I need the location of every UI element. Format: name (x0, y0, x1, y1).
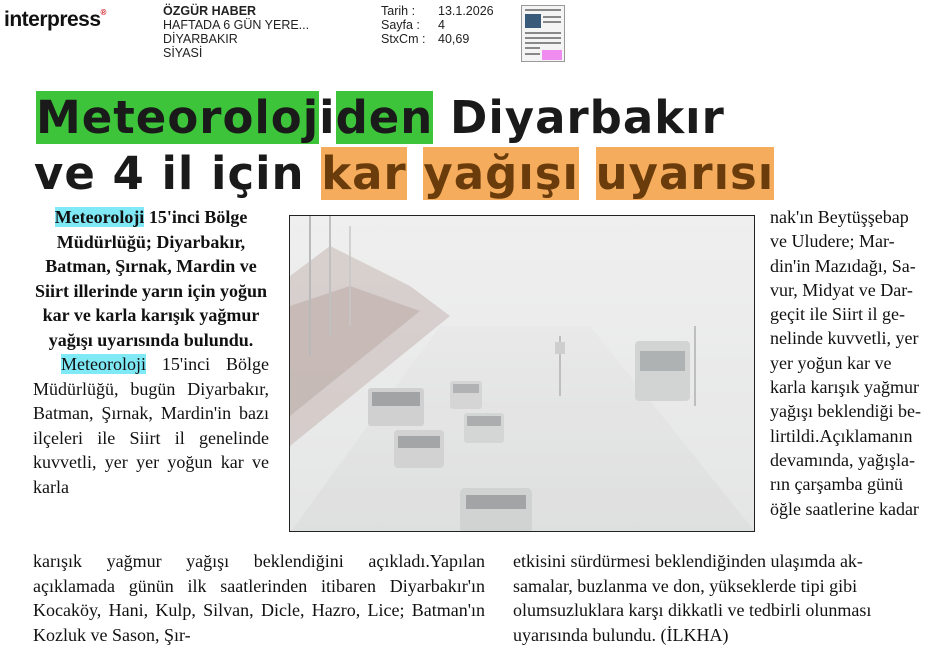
text-line: geçit ile Siirt il ge- (770, 304, 905, 325)
article-lead (33, 205, 269, 352)
text-line: rın çarşamba günü (770, 474, 903, 495)
registered-mark: ® (100, 8, 106, 17)
text-line: vur, Midyat ve Dar- (770, 279, 913, 300)
text-line: din'in Mazıdağı, Sa- (770, 255, 916, 276)
article-bottom-right (513, 549, 951, 647)
stxcm-row (381, 32, 494, 46)
keyword-highlight: Meteoroloji (54, 207, 145, 227)
thumbnail-line (525, 9, 561, 11)
logo-text: interpress (4, 8, 101, 31)
article-bottom-left: karışık yağmur yağışı beklendiğini açıkladı.Yapılan açıklamada günün ilk saatlerinden itibaren Diyarbakır'ın Kocaköy, Hani, Kulp, Silvan, Dicle, Hazro, Lice; Batman'ın Kozluk ve Sason, Şır- (33, 551, 485, 645)
headline-highlight-orange: yağışı (423, 147, 579, 200)
photo-illustration (290, 216, 755, 532)
headline-highlight-green: den (335, 91, 434, 144)
snowy-highway-photo (289, 215, 755, 532)
thumbnail-line (525, 32, 561, 34)
text-line: olumsuzluklara karşı dikkatli ve tedbirli olunması (513, 600, 872, 620)
headline-line-1 (36, 92, 725, 144)
thumbnail-line (525, 42, 561, 44)
article-column-1 (33, 205, 269, 499)
text-line: uyarısında bulundu. (İLKHA) (513, 624, 729, 645)
publication-info (163, 4, 309, 60)
thumbnail-line (543, 16, 561, 18)
thumbnail-line (525, 53, 540, 55)
paragraph-text: 15'inci Bölge Müdürlüğü, bugün Diyarbakır, Batman, Şırnak, Mardin'in bazı ilçeleri ile Siirt il genelinde kuvvetli, yer yer yoğun kar ve karla (33, 354, 269, 497)
page-label: Sayfa : (381, 18, 420, 32)
headline-highlight-green: Meteoroloj (36, 91, 320, 144)
text-line: karla karışık yağmur (770, 377, 919, 398)
date-label: Tarih : (381, 4, 416, 18)
thumbnail-highlight (542, 50, 562, 60)
page-row (381, 18, 494, 32)
publication-category: SİYASİ (163, 46, 203, 60)
interpress-logo (4, 8, 106, 32)
text-line: samalar, buzlanma ve don, yükseklerde tipi gibi (513, 575, 858, 596)
text-line: yer yoğun kar ve (770, 352, 892, 373)
text-line: ve Uludere; Mar- (770, 231, 895, 252)
article-paragraph (33, 352, 269, 499)
headline-line-2 (34, 148, 774, 200)
thumbnail-line (525, 37, 561, 39)
date-row (381, 4, 494, 18)
thumbnail-line (525, 47, 540, 49)
clip-details (381, 4, 494, 46)
headline-highlight-orange: uyarısı (595, 147, 775, 200)
text-line: yağışı beklendiği be- (770, 401, 921, 422)
page-value: 4 (438, 18, 445, 32)
headline-text: ve 4 il için (34, 147, 322, 200)
keyword-highlight: Meteoroloji (61, 354, 146, 374)
publication-name: ÖZGÜR HABER (163, 4, 257, 18)
text-line: öğle saatlerine kadar (770, 498, 919, 519)
thumbnail-photo (525, 14, 541, 28)
headline-text: Diyarbakır (433, 91, 725, 144)
lead-text: 15'inci Bölge Müdürlüğü; Diyarbakır, Batman, Şırnak, Mardin ve Siirt illerinde yarın için yoğun kar ve karla karışık yağmur yağışı uyarısında bulundu. (34, 207, 267, 350)
text-line: nak'ın Beytüşşebap (770, 207, 909, 227)
text-line: nelinde kuvvetli, yer (770, 328, 919, 349)
publication-city: DİYARBAKIR (163, 32, 238, 46)
text-line: etkisini sürdürmesi beklendiğinden ulaşımda ak- (513, 551, 863, 571)
thumbnail-line (543, 21, 561, 23)
publication-frequency: HAFTADA 6 GÜN YERE... (163, 18, 310, 32)
headline-text: i (319, 91, 336, 144)
page-thumbnail[interactable] (521, 5, 565, 62)
article-column-3 (770, 205, 951, 521)
date-value: 13.1.2026 (438, 4, 494, 18)
text-line: lirtildi.Açıklamanın (770, 425, 913, 446)
headline-highlight-orange: kar (321, 147, 407, 200)
stxcm-label: StxCm : (381, 32, 426, 46)
stxcm-value: 40,69 (438, 32, 470, 46)
text-line: devamında, yağışla- (770, 449, 915, 470)
